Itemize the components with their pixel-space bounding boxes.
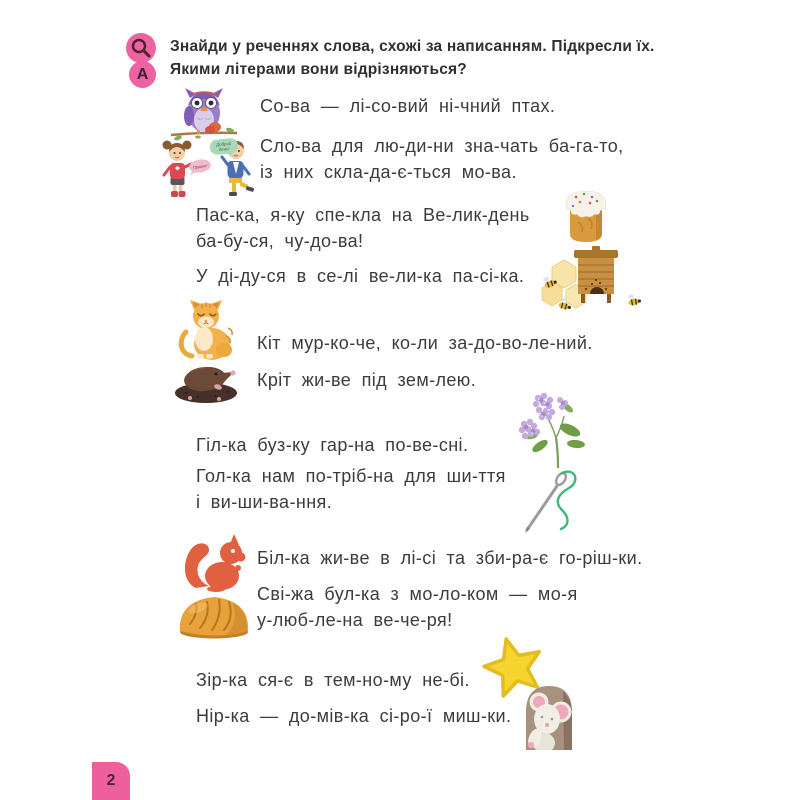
needle-thread-illustration: [524, 466, 582, 536]
sentence-sova: Со-ва — лі-со-вий ні-чний птах.: [260, 96, 556, 116]
sentence-holka-1: Гол-ка нам по-тріб-на для ши-ття: [196, 466, 506, 486]
sentence-zirka: Зір-ка ся-є в тем-но-му не-бі.: [196, 670, 470, 690]
task-instruction-line-2: Якими літерами вони відрізняються?: [170, 61, 467, 78]
sentence-paska-1: Пас-ка, я-ку спе-кла на Ве-лик-день: [196, 205, 530, 225]
pink-speech-bubble: [187, 158, 212, 176]
sentence-pasika: У ді-ду-ся в се-лі ве-ли-ка па-сі-ка.: [196, 266, 525, 286]
cat-illustration: [176, 298, 240, 362]
sentence-kit: Кіт мур-ко-че, ко-ли за-до-во-ле-ний.: [257, 333, 593, 353]
squirrel-illustration: [182, 534, 248, 592]
mouse-in-burrow-illustration: [518, 676, 580, 750]
magnifier-icon: [126, 33, 156, 63]
bread-loaf-illustration: [176, 588, 252, 640]
page-number: 2: [106, 772, 116, 789]
sentence-slova-1: Сло-ва для лю-ди-ни зна-чать ба-га-то,: [260, 136, 624, 156]
page-number-tab: [92, 762, 130, 800]
pink-bubble-text: Привіт!: [192, 162, 208, 170]
sentence-bilka: Біл-ка жи-ве в лі-сі та зби-ра-є го-ріш-ки.: [257, 548, 643, 568]
bee-icon: [627, 293, 641, 306]
letter-a-icon: [129, 61, 156, 88]
easter-cake-illustration: [552, 184, 620, 248]
sentence-hilka: Гіл-ка буз-ку гар-на по-ве-сні.: [196, 435, 469, 455]
task-instruction-line-1: Знайди у реченнях слова, схожі за написанням. Підкресли їх.: [170, 38, 655, 55]
children-talking-illustration: [154, 136, 256, 200]
sentence-krit: Кріт жи-ве під зем-лею.: [257, 370, 477, 390]
sentence-bulka-2: у-люб-ле-на ве-че-ря!: [257, 610, 453, 630]
sentence-bulka-1: Сві-жа бул-ка з мо-ло-ком — мо-я: [257, 584, 578, 604]
sentence-holka-2: і ви-ши-ва-ння.: [196, 492, 333, 512]
green-bubble-text-2: день!: [218, 145, 230, 153]
sentence-slova-2: із них скла-да-є-ться мо-ва.: [260, 162, 517, 182]
letter-a-glyph: А: [136, 65, 149, 83]
sentence-nirka: Нір-ка — до-мів-ка сі-ро-ї миш-ки.: [196, 706, 512, 726]
sentence-paska-2: ба-бу-ся, чу-до-ва!: [196, 231, 364, 251]
green-bubble-text-1: Добрий: [215, 140, 232, 148]
beehive-illustration: [534, 244, 652, 316]
lilac-branch-illustration: [512, 390, 596, 470]
mole-illustration: [172, 360, 240, 404]
